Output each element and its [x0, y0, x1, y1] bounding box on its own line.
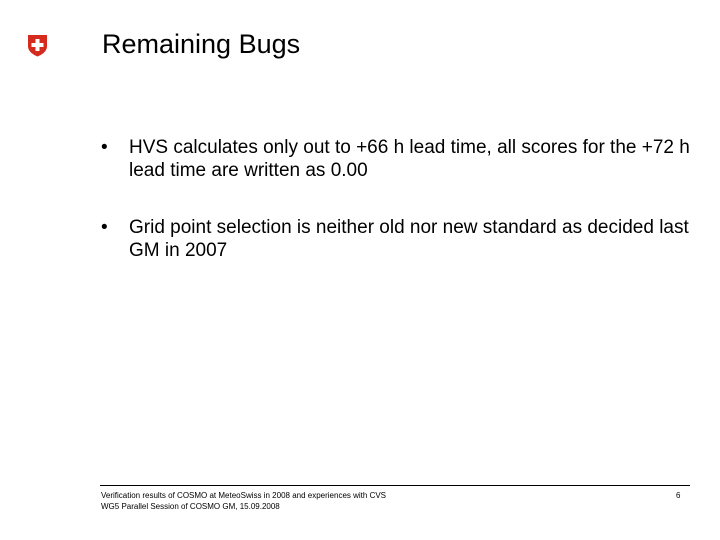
bullet-marker: • [101, 217, 108, 238]
swiss-cross-icon [27, 34, 48, 57]
slide-title: Remaining Bugs [102, 29, 301, 59]
bullet-list [101, 136, 701, 296]
bullet-text: Grid point selection is neither old nor new standard as decided last GM in 2007 [129, 217, 689, 261]
footer-caption [101, 490, 386, 512]
footer-line-2: WG5 Parallel Session of COSMO GM, 15.09.2008 [101, 502, 280, 511]
bullet-item [101, 216, 701, 262]
bullet-marker: • [101, 137, 108, 158]
page-number: 6 [676, 491, 681, 500]
bullet-text: HVS calculates only out to +66 h lead time, all scores for the +72 h lead time are written as 0.00 [129, 137, 690, 181]
bullet-item [101, 136, 701, 182]
footer-divider [100, 485, 690, 486]
footer-line-1: Verification results of COSMO at MeteoSwiss in 2008 and experiences with CVS [101, 491, 387, 500]
